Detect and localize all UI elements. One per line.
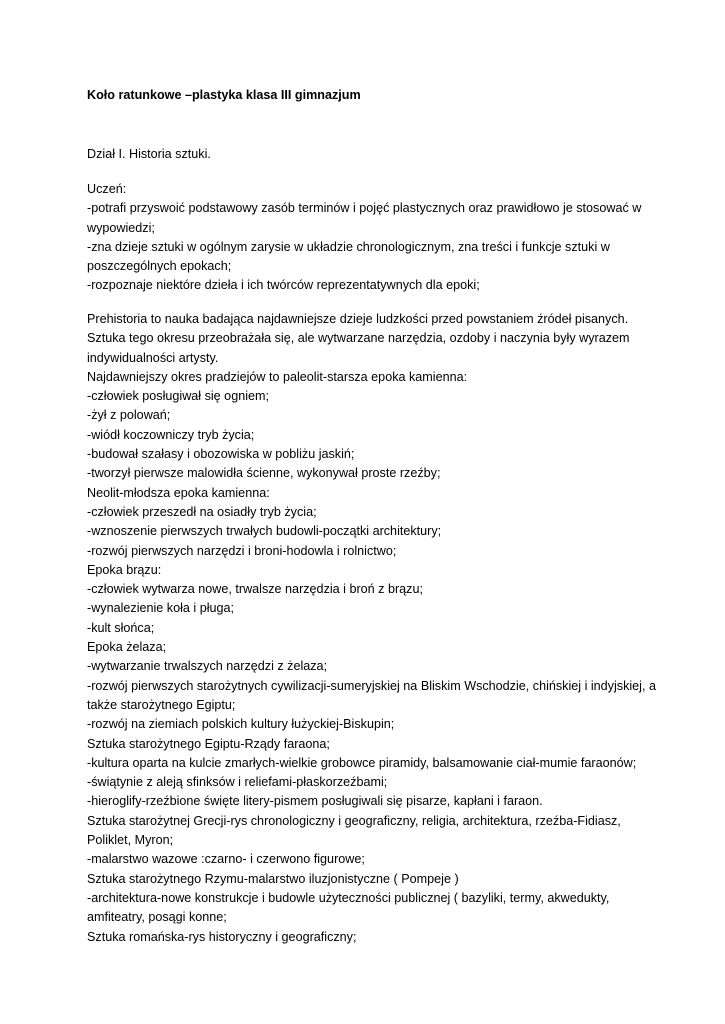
text-line: Uczeń: [87,182,127,196]
text-line: -zna dzieje sztuki w ogólnym zarysie w układzie chronologicznym, zna treści i funkcje sztuki w [87,239,610,254]
text-line: -budował szałasy i obozowiska w pobliżu jaskiń; [87,447,355,462]
text-line: Epoka żelaza; [87,640,167,655]
text-line: Najdawniejszy okres pradziejów to paleolit-starsza epoka kamienna: [87,369,468,384]
text-line: -potrafi przyswoić podstawowy zasób terminów i pojęć plastycznych oraz prawidłowo je stosować w [87,201,642,216]
main-content-block [87,310,656,947]
text-line: -tworzył pierwsze malowidła ścienne, wykonywał proste rzeźby; [87,466,441,481]
text-line: także starożytnego Egiptu; [87,697,236,712]
text-line: Sztuka tego okresu przeobrażała się, ale wytwarzane narzędzia, ozdoby i naczynia były wyrazem [87,331,630,346]
text-line: -hieroglify-rzeźbione święte litery-pismem posługiwali się pisarze, kapłani i faraon. [87,794,543,809]
text-line: poszczególnych epokach; [87,259,232,274]
text-line: -rozpoznaje niektóre dzieła i ich twórców reprezentatywnych dla epoki; [87,278,480,293]
text-line: Poliklet, Myron; [87,833,174,848]
document-title: Koło ratunkowe –plastyka klasa III gimnazjum [87,88,361,102]
text-line: Neolit-młodsza epoka kamienna: [87,485,270,500]
text-line: -rozwój na ziemiach polskich kultury łużyckiej-Biskupin; [87,717,395,732]
text-line: -rozwój pierwszych starożytnych cywilizacji-sumeryjskiej na Bliskim Wschodzie, chińskiej i indyjskiej, a [87,678,656,693]
text-line: -żył z polowań; [87,408,171,423]
text-line: amfiteatry, posągi konne; [87,910,227,925]
text-line: -człowiek posługiwał się ogniem; [87,389,269,404]
text-line: -malarstwo wazowe :czarno- i czerwono figurowe; [87,852,365,867]
text-line: Sztuka romańska-rys historyczny i geograficzny; [87,929,357,944]
text-line: indywidualności artysty. [87,350,219,365]
text-line: -świątynie z aleją sfinksów i reliefami-płaskorzeźbami; [87,775,388,790]
text-line: -wznoszenie pierwszych trwałych budowli-początki architektury; [87,524,442,539]
text-line: -człowiek wytwarza nowe, trwalsze narzędzia i broń z brązu; [87,582,423,597]
text-line: -rozwój pierwszych narzędzi i broni-hodowla i rolnictwo; [87,543,397,558]
text-line: -kultura oparta na kulcie zmarłych-wielkie grobowce piramidy, balsamowanie ciał-mumie faraonów; [87,755,637,770]
text-line: Sztuka starożytnego Rzymu-malarstwo iluzjonistyczne ( Pompeje ) [87,871,459,886]
text-line: Prehistoria to nauka badająca najdawniejsze dzieje ludzkości przed powstaniem źródeł pisanych. [87,312,629,326]
text-line: Sztuka starożytnej Grecji-rys chronologiczny i geograficzny, religia, architektura, rzeźba-Fidiasz, [87,813,621,828]
text-line: -wytwarzanie trwalszych narzędzi z żelaza; [87,659,328,674]
text-line: Sztuka starożytnego Egiptu-Rządy faraona; [87,736,330,751]
text-line: -wiódł koczowniczy tryb życia; [87,427,255,442]
text-line: -architektura-nowe konstrukcje i budowle użyteczności publicznej ( bazyliki, termy, akwedukty, [87,890,610,905]
text-line: Epoka brązu: [87,562,162,577]
text-line: -kult słońca; [87,620,155,635]
section-heading: Dział I. Historia sztuki. [87,147,211,161]
text-line: -człowiek przeszedł na osiadły tryb życia; [87,504,317,519]
text-line: -wynalezienie koła i pługa; [87,601,235,616]
student-outcomes-block [87,180,647,296]
text-line: wypowiedzi; [87,220,155,235]
